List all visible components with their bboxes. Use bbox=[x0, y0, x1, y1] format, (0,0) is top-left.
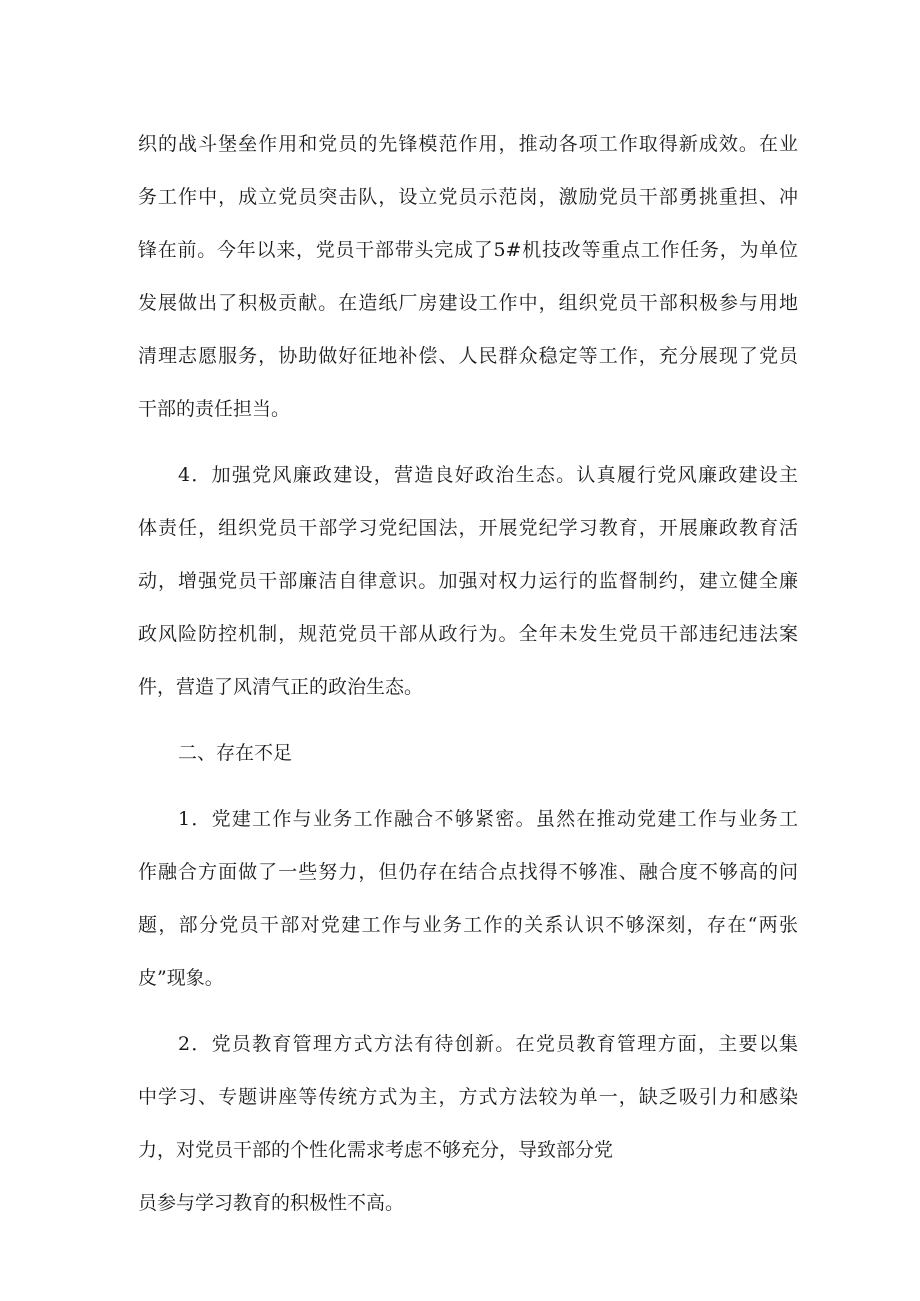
paragraph-line: 作融合方面做了一些努力，但仍存在结合点找得不够准、融合度不够高的问 bbox=[138, 861, 798, 883]
paragraph-line: 件，营造了风清气正的政治生态。 bbox=[138, 676, 424, 698]
paragraph-line: 皮”现象。 bbox=[138, 967, 224, 989]
paragraph-line: 2．党员教育管理方式方法有待创新。在党员教育管理方面，主要以集 bbox=[178, 1033, 798, 1055]
paragraph-line: 锋在前。今年以来，党员干部带头完成了5#机技改等重点工作任务，为单位 bbox=[138, 239, 798, 261]
paragraph-line: 发展做出了积极贡献。在造纸厂房建设工作中，组织党员干部积极参与用地 bbox=[138, 292, 798, 314]
paragraph-line: 力，对党员干部的个性化需求考虑不够充分，导致部分党 bbox=[138, 1139, 614, 1161]
section-heading: 二、存在不足 bbox=[178, 742, 293, 764]
paragraph-line: 织的战斗堡垒作用和党员的先锋模范作用，推动各项工作取得新成效。在业 bbox=[138, 133, 798, 155]
paragraph-line: 政风险防控机制，规范党员干部从政行为。全年未发生党员干部违纪违法案 bbox=[138, 623, 798, 645]
paragraph-line: 动，增强党员干部廉洁自律意识。加强对权力运行的监督制约，建立健全廉 bbox=[138, 570, 798, 592]
paragraph-line: 4．加强党风廉政建设，营造良好政治生态。认真履行党风廉政建设主 bbox=[178, 464, 798, 486]
paragraph-line: 务工作中，成立党员突击队，设立党员示范岗，激励党员干部勇挑重担、冲 bbox=[138, 186, 798, 208]
paragraph-line: 题，部分党员干部对党建工作与业务工作的关系认识不够深刻，存在“两张 bbox=[138, 914, 798, 936]
paragraph-line: 1．党建工作与业务工作融合不够紧密。虽然在推动党建工作与业务工 bbox=[178, 808, 798, 830]
paragraph-line: 清理志愿服务，协助做好征地补偿、人民群众稳定等工作，充分展现了党员 bbox=[138, 345, 798, 367]
paragraph-line: 中学习、专题讲座等传统方式为主，方式方法较为单一，缺乏吸引力和感染 bbox=[138, 1086, 798, 1108]
paragraph-line: 干部的责任担当。 bbox=[138, 398, 291, 420]
paragraph-line: 体责任，组织党员干部学习党纪国法，开展党纪学习教育，开展廉政教育活 bbox=[138, 517, 798, 539]
paragraph-line: 员参与学习教育的积极性不高。 bbox=[138, 1192, 405, 1214]
